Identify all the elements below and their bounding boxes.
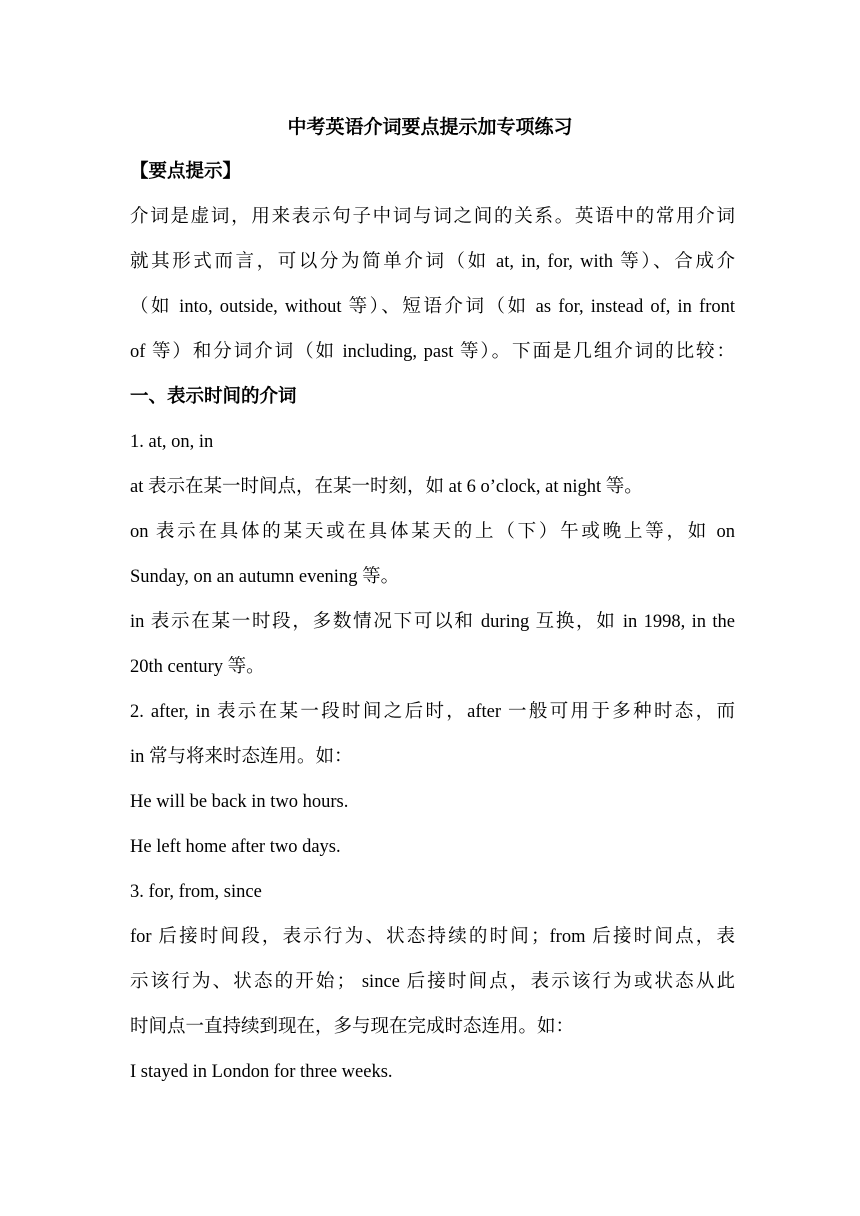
item-heading: 3. for, from, since [130,882,262,902]
paragraph-line: at 表示在某一时间点，在某一时刻，如 at 6 o’clock, at night 等。 [130,477,643,497]
paragraph-line: 时间点一直持续到现在，多与现在完成时态连用。如： [130,1017,575,1037]
paragraph-line: 就其形式而言，可以分为简单介词（如 at, in, for, with 等）、合成介 [130,252,735,272]
item-heading: 1. at, on, in [130,432,214,452]
section-heading: 【要点提示】 [130,162,242,182]
subsection-heading: 一、表示时间的介词 [130,387,297,407]
example-sentence: He will be back in two hours. [130,792,349,812]
paragraph-line: on 表示在具体的某天或在具体某天的上（下）午或晚上等，如 on [130,522,735,542]
paragraph-line: 20th century 等。 [130,657,265,677]
paragraph-line: 2. after, in 表示在某一段时间之后时，after 一般可用于多种时态，而 [130,702,735,722]
paragraph-line: 示该行为、状态的开始； since 后接时间点，表示该行为或状态从此 [130,972,735,992]
example-sentence: I stayed in London for three weeks. [130,1062,393,1082]
example-sentence: He left home after two days. [130,837,341,857]
paragraph-line: （如 into, outside, without 等）、短语介词（如 as for, instead of, in front [130,297,735,317]
paragraph-line: in 表示在某一时段，多数情况下可以和 during 互换，如 in 1998, in the [130,612,735,632]
paragraph-line: Sunday, on an autumn evening 等。 [130,567,400,587]
paragraph-line: in 常与将来时态连用。如： [130,747,353,767]
paragraph-line: 介词是虚词，用来表示句子中词与词之间的关系。英语中的常用介词 [130,207,735,227]
paragraph-line: of 等）和分词介词（如 including, past 等）。下面是几组介词的比较： [130,342,735,362]
document-title: 中考英语介词要点提示加专项练习 [287,117,573,138]
paragraph-line: for 后接时间段，表示行为、状态持续的时间；from 后接时间点，表 [130,927,735,947]
